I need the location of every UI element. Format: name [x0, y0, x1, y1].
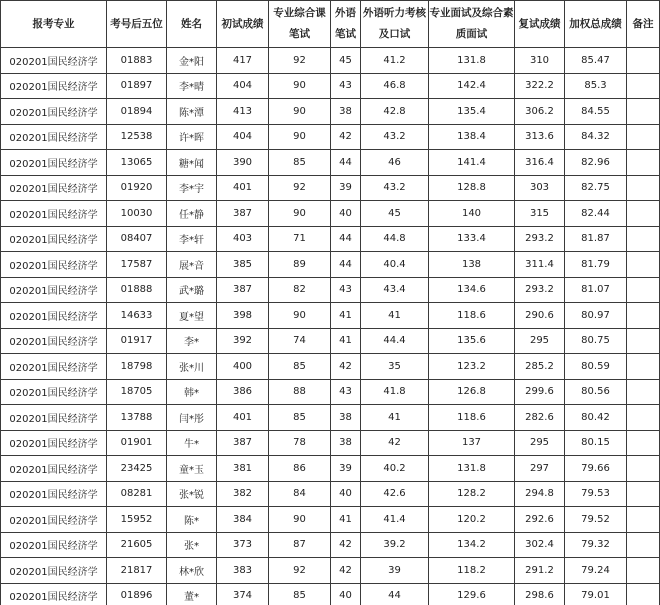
- table-row: [1, 201, 660, 227]
- cell-interview: 131.8: [429, 48, 515, 74]
- cell-written-foreign: 43: [331, 277, 361, 303]
- cell-major: 020201国民经济学: [1, 456, 107, 482]
- table-row: [1, 481, 660, 507]
- table-row: [1, 175, 660, 201]
- cell-written-foreign: 42: [331, 124, 361, 150]
- cell-initial-score: 387: [217, 201, 269, 227]
- cell-written-major: 90: [269, 73, 331, 99]
- cell-remarks: [627, 354, 660, 380]
- cell-exam-id: 01894: [107, 99, 167, 125]
- cell-initial-score: 384: [217, 507, 269, 533]
- cell-oral-foreign: 41: [361, 303, 429, 329]
- cell-remarks: [627, 583, 660, 605]
- cell-interview: 129.6: [429, 583, 515, 605]
- cell-written-major: 90: [269, 303, 331, 329]
- cell-oral-foreign: 39: [361, 558, 429, 584]
- cell-retest-score: 303: [515, 175, 565, 201]
- cell-exam-id: 01901: [107, 430, 167, 456]
- cell-retest-score: 315: [515, 201, 565, 227]
- cell-initial-score: 392: [217, 328, 269, 354]
- cell-oral-foreign: 44.8: [361, 226, 429, 252]
- cell-initial-score: 382: [217, 481, 269, 507]
- cell-exam-id: 21605: [107, 532, 167, 558]
- cell-oral-foreign: 44.4: [361, 328, 429, 354]
- cell-written-major: 71: [269, 226, 331, 252]
- cell-initial-score: 413: [217, 99, 269, 125]
- table-row: [1, 328, 660, 354]
- cell-oral-foreign: 46: [361, 150, 429, 176]
- header-initial-score: 初试成绩: [217, 1, 269, 48]
- cell-interview: 126.8: [429, 379, 515, 405]
- cell-weighted-total: 80.97: [565, 303, 627, 329]
- cell-oral-foreign: 41.2: [361, 48, 429, 74]
- cell-written-major: 90: [269, 201, 331, 227]
- table-header: [1, 1, 660, 48]
- cell-written-foreign: 42: [331, 532, 361, 558]
- header-retest-score: 复试成绩: [515, 1, 565, 48]
- cell-exam-id: 18798: [107, 354, 167, 380]
- table-row: [1, 507, 660, 533]
- cell-initial-score: 401: [217, 405, 269, 431]
- cell-initial-score: 381: [217, 456, 269, 482]
- cell-major: 020201国民经济学: [1, 73, 107, 99]
- cell-remarks: [627, 277, 660, 303]
- cell-oral-foreign: 42.6: [361, 481, 429, 507]
- cell-weighted-total: 80.56: [565, 379, 627, 405]
- cell-retest-score: 292.6: [515, 507, 565, 533]
- cell-exam-id: 01883: [107, 48, 167, 74]
- table-row: [1, 226, 660, 252]
- cell-major: 020201国民经济学: [1, 430, 107, 456]
- cell-oral-foreign: 46.8: [361, 73, 429, 99]
- cell-interview: 120.2: [429, 507, 515, 533]
- table-row: [1, 150, 660, 176]
- table-row: [1, 48, 660, 74]
- cell-name: 陈*: [167, 507, 217, 533]
- cell-written-foreign: 40: [331, 481, 361, 507]
- cell-written-major: 85: [269, 354, 331, 380]
- cell-retest-score: 311.4: [515, 252, 565, 278]
- cell-oral-foreign: 44: [361, 583, 429, 605]
- header-row: [1, 1, 660, 48]
- cell-major: 020201国民经济学: [1, 328, 107, 354]
- cell-written-major: 87: [269, 532, 331, 558]
- cell-oral-foreign: 43.2: [361, 124, 429, 150]
- cell-initial-score: 387: [217, 277, 269, 303]
- cell-initial-score: 383: [217, 558, 269, 584]
- cell-interview: 135.6: [429, 328, 515, 354]
- cell-exam-id: 01920: [107, 175, 167, 201]
- cell-interview: 134.2: [429, 532, 515, 558]
- cell-exam-id: 15952: [107, 507, 167, 533]
- cell-retest-score: 290.6: [515, 303, 565, 329]
- table-body: [1, 48, 660, 605]
- cell-remarks: [627, 201, 660, 227]
- cell-major: 020201国民经济学: [1, 379, 107, 405]
- cell-written-foreign: 39: [331, 175, 361, 201]
- cell-remarks: [627, 99, 660, 125]
- cell-initial-score: 404: [217, 124, 269, 150]
- cell-interview: 141.4: [429, 150, 515, 176]
- cell-written-major: 90: [269, 124, 331, 150]
- cell-written-foreign: 41: [331, 303, 361, 329]
- cell-retest-score: 310: [515, 48, 565, 74]
- cell-name: 金*阳: [167, 48, 217, 74]
- cell-weighted-total: 81.07: [565, 277, 627, 303]
- table-row: [1, 354, 660, 380]
- cell-name: 张*川: [167, 354, 217, 380]
- cell-weighted-total: 84.55: [565, 99, 627, 125]
- header-remarks: 备注: [627, 1, 660, 48]
- cell-remarks: [627, 558, 660, 584]
- cell-remarks: [627, 430, 660, 456]
- cell-major: 020201国民经济学: [1, 583, 107, 605]
- cell-written-foreign: 42: [331, 354, 361, 380]
- cell-interview: 123.2: [429, 354, 515, 380]
- cell-written-major: 92: [269, 175, 331, 201]
- cell-weighted-total: 82.44: [565, 201, 627, 227]
- header-oral-foreign: 外语听力考核及口试: [361, 1, 429, 48]
- cell-weighted-total: 82.75: [565, 175, 627, 201]
- cell-interview: 142.4: [429, 73, 515, 99]
- cell-weighted-total: 80.75: [565, 328, 627, 354]
- cell-exam-id: 23425: [107, 456, 167, 482]
- cell-name: 张*: [167, 532, 217, 558]
- cell-remarks: [627, 226, 660, 252]
- cell-name: 李*晴: [167, 73, 217, 99]
- header-name: 姓名: [167, 1, 217, 48]
- table-row: [1, 430, 660, 456]
- cell-name: 牛*: [167, 430, 217, 456]
- cell-major: 020201国民经济学: [1, 354, 107, 380]
- cell-initial-score: 390: [217, 150, 269, 176]
- cell-initial-score: 373: [217, 532, 269, 558]
- cell-written-foreign: 38: [331, 405, 361, 431]
- cell-written-foreign: 44: [331, 150, 361, 176]
- cell-remarks: [627, 532, 660, 558]
- cell-interview: 138: [429, 252, 515, 278]
- cell-major: 020201国民经济学: [1, 201, 107, 227]
- cell-retest-score: 295: [515, 430, 565, 456]
- cell-oral-foreign: 41.4: [361, 507, 429, 533]
- cell-exam-id: 01897: [107, 73, 167, 99]
- cell-oral-foreign: 40.2: [361, 456, 429, 482]
- cell-major: 020201国民经济学: [1, 303, 107, 329]
- cell-remarks: [627, 175, 660, 201]
- header-interview: 专业面试及综合素质面试: [429, 1, 515, 48]
- cell-exam-id: 08407: [107, 226, 167, 252]
- table-row: [1, 558, 660, 584]
- cell-retest-score: 291.2: [515, 558, 565, 584]
- cell-weighted-total: 80.15: [565, 430, 627, 456]
- cell-written-foreign: 44: [331, 252, 361, 278]
- cell-retest-score: 302.4: [515, 532, 565, 558]
- cell-name: 糖*闻: [167, 150, 217, 176]
- cell-weighted-total: 79.52: [565, 507, 627, 533]
- cell-written-foreign: 38: [331, 99, 361, 125]
- cell-weighted-total: 84.32: [565, 124, 627, 150]
- cell-interview: 133.4: [429, 226, 515, 252]
- cell-name: 展*音: [167, 252, 217, 278]
- cell-exam-id: 01917: [107, 328, 167, 354]
- cell-remarks: [627, 507, 660, 533]
- cell-name: 张*锐: [167, 481, 217, 507]
- cell-remarks: [627, 124, 660, 150]
- cell-written-major: 85: [269, 150, 331, 176]
- cell-written-major: 85: [269, 405, 331, 431]
- cell-name: 李*: [167, 328, 217, 354]
- cell-exam-id: 21817: [107, 558, 167, 584]
- cell-initial-score: 417: [217, 48, 269, 74]
- cell-remarks: [627, 456, 660, 482]
- cell-retest-score: 294.8: [515, 481, 565, 507]
- cell-written-major: 84: [269, 481, 331, 507]
- cell-oral-foreign: 43.2: [361, 175, 429, 201]
- cell-written-foreign: 40: [331, 201, 361, 227]
- cell-written-major: 85: [269, 583, 331, 605]
- cell-oral-foreign: 40.4: [361, 252, 429, 278]
- cell-weighted-total: 79.24: [565, 558, 627, 584]
- cell-initial-score: 387: [217, 430, 269, 456]
- cell-weighted-total: 81.87: [565, 226, 627, 252]
- cell-weighted-total: 80.59: [565, 354, 627, 380]
- cell-major: 020201国民经济学: [1, 481, 107, 507]
- cell-interview: 118.6: [429, 303, 515, 329]
- header-written-major: 专业综合课笔试: [269, 1, 331, 48]
- cell-weighted-total: 79.53: [565, 481, 627, 507]
- cell-interview: 134.6: [429, 277, 515, 303]
- cell-remarks: [627, 328, 660, 354]
- table-row: [1, 252, 660, 278]
- cell-major: 020201国民经济学: [1, 48, 107, 74]
- cell-major: 020201国民经济学: [1, 175, 107, 201]
- cell-exam-id: 08281: [107, 481, 167, 507]
- cell-written-foreign: 39: [331, 456, 361, 482]
- cell-weighted-total: 81.79: [565, 252, 627, 278]
- cell-retest-score: 297: [515, 456, 565, 482]
- cell-remarks: [627, 73, 660, 99]
- cell-initial-score: 398: [217, 303, 269, 329]
- cell-initial-score: 403: [217, 226, 269, 252]
- cell-written-major: 86: [269, 456, 331, 482]
- cell-written-major: 89: [269, 252, 331, 278]
- cell-remarks: [627, 379, 660, 405]
- cell-written-major: 74: [269, 328, 331, 354]
- cell-oral-foreign: 41.8: [361, 379, 429, 405]
- header-exam-id: 考号后五位: [107, 1, 167, 48]
- cell-major: 020201国民经济学: [1, 507, 107, 533]
- cell-interview: 135.4: [429, 99, 515, 125]
- cell-initial-score: 400: [217, 354, 269, 380]
- header-major: 报考专业: [1, 1, 107, 48]
- cell-name: 董*: [167, 583, 217, 605]
- cell-weighted-total: 79.01: [565, 583, 627, 605]
- table-row: [1, 456, 660, 482]
- cell-retest-score: 293.2: [515, 277, 565, 303]
- cell-retest-score: 295: [515, 328, 565, 354]
- cell-oral-foreign: 39.2: [361, 532, 429, 558]
- header-weighted-total: 加权总成绩: [565, 1, 627, 48]
- cell-weighted-total: 80.42: [565, 405, 627, 431]
- cell-initial-score: 401: [217, 175, 269, 201]
- table-row: [1, 379, 660, 405]
- cell-written-major: 90: [269, 99, 331, 125]
- cell-weighted-total: 79.32: [565, 532, 627, 558]
- cell-name: 韩*: [167, 379, 217, 405]
- cell-remarks: [627, 303, 660, 329]
- cell-remarks: [627, 481, 660, 507]
- cell-written-foreign: 41: [331, 328, 361, 354]
- table-row: [1, 405, 660, 431]
- table-row: [1, 303, 660, 329]
- cell-weighted-total: 82.96: [565, 150, 627, 176]
- table-row: [1, 532, 660, 558]
- cell-written-foreign: 43: [331, 379, 361, 405]
- cell-retest-score: 316.4: [515, 150, 565, 176]
- cell-retest-score: 313.6: [515, 124, 565, 150]
- cell-major: 020201国民经济学: [1, 532, 107, 558]
- cell-major: 020201国民经济学: [1, 558, 107, 584]
- cell-exam-id: 13788: [107, 405, 167, 431]
- cell-written-major: 78: [269, 430, 331, 456]
- cell-remarks: [627, 252, 660, 278]
- cell-name: 武*璐: [167, 277, 217, 303]
- cell-interview: 118.2: [429, 558, 515, 584]
- header-written-foreign: 外语笔试: [331, 1, 361, 48]
- cell-retest-score: 299.6: [515, 379, 565, 405]
- cell-written-major: 90: [269, 507, 331, 533]
- cell-name: 李*宇: [167, 175, 217, 201]
- cell-interview: 128.2: [429, 481, 515, 507]
- cell-exam-id: 10030: [107, 201, 167, 227]
- cell-written-foreign: 44: [331, 226, 361, 252]
- cell-major: 020201国民经济学: [1, 99, 107, 125]
- cell-major: 020201国民经济学: [1, 405, 107, 431]
- cell-written-major: 92: [269, 48, 331, 74]
- cell-initial-score: 374: [217, 583, 269, 605]
- cell-exam-id: 01896: [107, 583, 167, 605]
- cell-written-foreign: 41: [331, 507, 361, 533]
- cell-name: 许*晖: [167, 124, 217, 150]
- cell-initial-score: 404: [217, 73, 269, 99]
- cell-remarks: [627, 48, 660, 74]
- cell-oral-foreign: 43.4: [361, 277, 429, 303]
- cell-retest-score: 285.2: [515, 354, 565, 380]
- cell-exam-id: 01888: [107, 277, 167, 303]
- cell-initial-score: 386: [217, 379, 269, 405]
- cell-exam-id: 17587: [107, 252, 167, 278]
- cell-interview: 128.8: [429, 175, 515, 201]
- cell-major: 020201国民经济学: [1, 124, 107, 150]
- cell-written-foreign: 45: [331, 48, 361, 74]
- cell-written-foreign: 42: [331, 558, 361, 584]
- cell-oral-foreign: 35: [361, 354, 429, 380]
- cell-retest-score: 282.6: [515, 405, 565, 431]
- cell-name: 夏*望: [167, 303, 217, 329]
- cell-retest-score: 322.2: [515, 73, 565, 99]
- table-row: [1, 277, 660, 303]
- table-row: [1, 583, 660, 605]
- cell-retest-score: 293.2: [515, 226, 565, 252]
- cell-interview: 140: [429, 201, 515, 227]
- cell-initial-score: 385: [217, 252, 269, 278]
- cell-retest-score: 298.6: [515, 583, 565, 605]
- cell-written-foreign: 43: [331, 73, 361, 99]
- cell-written-foreign: 40: [331, 583, 361, 605]
- cell-remarks: [627, 405, 660, 431]
- cell-weighted-total: 79.66: [565, 456, 627, 482]
- cell-exam-id: 18705: [107, 379, 167, 405]
- cell-name: 闫*彤: [167, 405, 217, 431]
- cell-name: 陈*潭: [167, 99, 217, 125]
- cell-written-major: 92: [269, 558, 331, 584]
- cell-major: 020201国民经济学: [1, 252, 107, 278]
- cell-name: 林*欣: [167, 558, 217, 584]
- table-row: [1, 73, 660, 99]
- table-row: [1, 99, 660, 125]
- table-row: [1, 124, 660, 150]
- cell-major: 020201国民经济学: [1, 277, 107, 303]
- cell-major: 020201国民经济学: [1, 150, 107, 176]
- cell-interview: 131.8: [429, 456, 515, 482]
- cell-interview: 137: [429, 430, 515, 456]
- cell-remarks: [627, 150, 660, 176]
- cell-oral-foreign: 41: [361, 405, 429, 431]
- cell-written-major: 82: [269, 277, 331, 303]
- cell-retest-score: 306.2: [515, 99, 565, 125]
- cell-oral-foreign: 42.8: [361, 99, 429, 125]
- cell-name: 李*轩: [167, 226, 217, 252]
- cell-weighted-total: 85.3: [565, 73, 627, 99]
- cell-exam-id: 12538: [107, 124, 167, 150]
- cell-written-foreign: 38: [331, 430, 361, 456]
- cell-exam-id: 13065: [107, 150, 167, 176]
- cell-name: 童*玉: [167, 456, 217, 482]
- cell-name: 任*静: [167, 201, 217, 227]
- cell-written-major: 88: [269, 379, 331, 405]
- cell-major: 020201国民经济学: [1, 226, 107, 252]
- cell-oral-foreign: 42: [361, 430, 429, 456]
- cell-weighted-total: 85.47: [565, 48, 627, 74]
- cell-exam-id: 14633: [107, 303, 167, 329]
- cell-oral-foreign: 45: [361, 201, 429, 227]
- cell-interview: 118.6: [429, 405, 515, 431]
- cell-interview: 138.4: [429, 124, 515, 150]
